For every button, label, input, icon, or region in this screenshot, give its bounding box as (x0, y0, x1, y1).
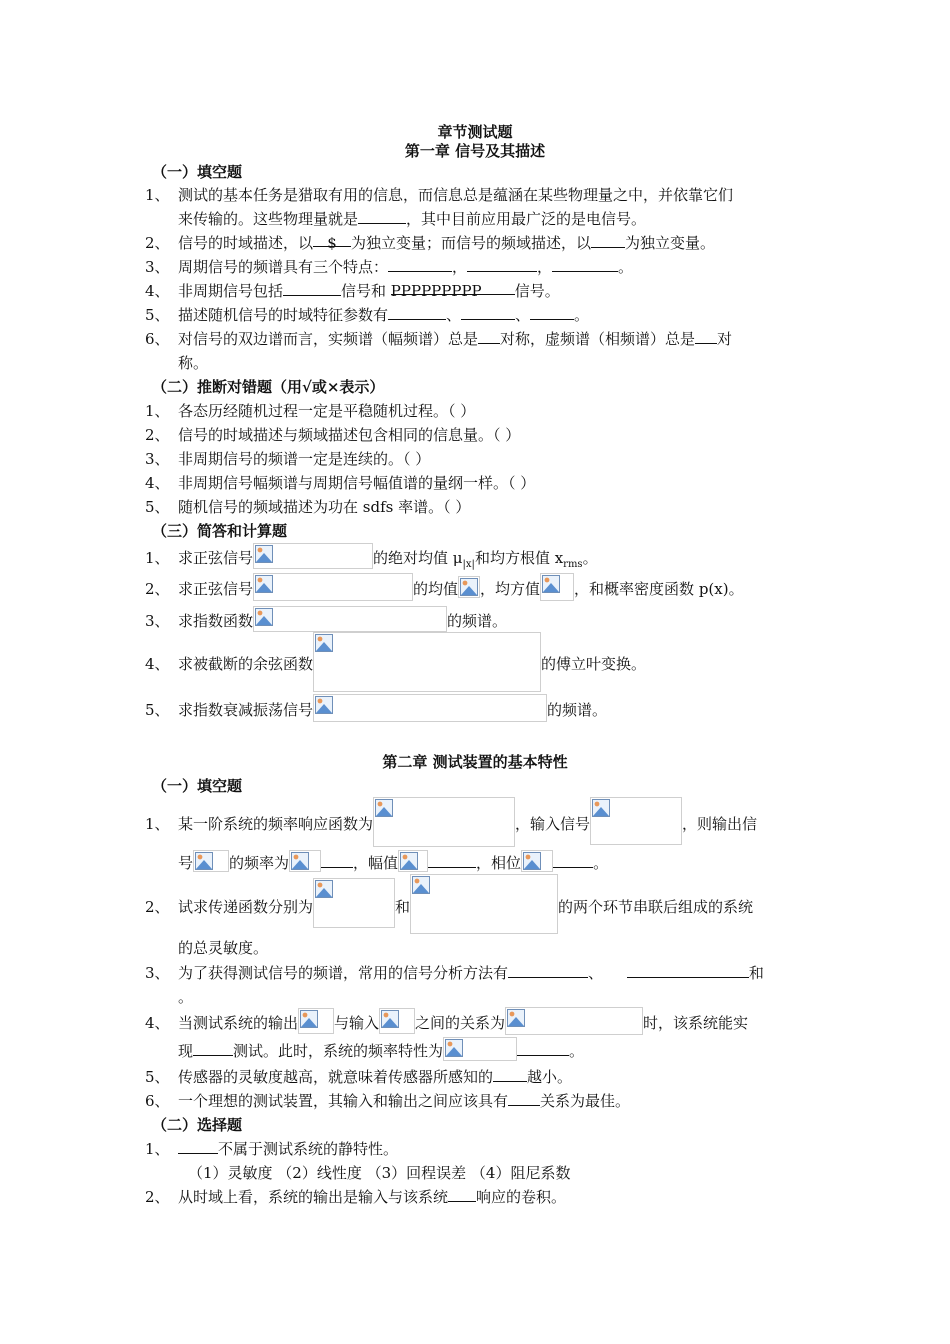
ch1-fill-heading: （一）填空题 (152, 163, 243, 181)
document-title: 章节测试题 (437, 123, 513, 141)
formula-image (193, 850, 229, 872)
blank[interactable] (508, 1091, 540, 1106)
formula-image (443, 1037, 517, 1061)
chapter2-title: 第二章 测试装置的基本特性 (382, 753, 568, 771)
ch1-calc-item-2: 2、 求正弦信号 的均值 ，均方值 ，和概率密度函数 p(x)。 (145, 576, 810, 604)
formula-image (590, 797, 682, 845)
blank[interactable] (553, 853, 593, 868)
blank[interactable] (178, 1139, 218, 1154)
broken-image-icon (523, 852, 541, 870)
formula-image (253, 573, 413, 601)
broken-image-icon (195, 852, 213, 870)
blank[interactable] (321, 853, 353, 868)
blank[interactable] (193, 1041, 233, 1056)
ch2-fill-item-1: 1、 某一阶系统的频率响应函数为 ，输入信号 ，则输出信 (145, 798, 810, 848)
ch2-fill-heading: （一）填空题 (152, 777, 243, 795)
blank[interactable]: PPPPPPPPP (391, 280, 515, 295)
formula-image (505, 1007, 643, 1035)
broken-image-icon (592, 799, 610, 817)
formula-image (410, 874, 558, 934)
blank[interactable] (530, 305, 574, 320)
blank[interactable] (493, 1067, 527, 1082)
blank[interactable] (448, 1187, 476, 1202)
blank[interactable] (461, 305, 515, 320)
broken-image-icon (412, 876, 430, 894)
blank[interactable] (627, 963, 749, 978)
ch2-fill-item-4-cont: 现 测试。此时，系统的频率特性为 。 (145, 1040, 810, 1066)
ch2-choice-1-options: （1）灵敏度 （2）线性度 （3）回程误差 （4）阻尼系数 (188, 1164, 571, 1182)
ch1-calc-heading: （三）简答和计算题 (152, 522, 288, 540)
formula-image (253, 543, 373, 569)
broken-image-icon (255, 575, 273, 593)
formula-image (289, 850, 321, 872)
blank[interactable] (478, 329, 500, 344)
broken-image-icon (375, 799, 393, 817)
broken-image-icon (315, 880, 333, 898)
ch1-calc-item-4: 4、 求被截断的余弦函数 的傅立叶变换。 (145, 633, 810, 693)
broken-image-icon (460, 578, 478, 596)
ch2-fill-item-1-cont: 号 的频率为 ，幅值 ，相位 。 (145, 852, 810, 876)
blank[interactable] (467, 257, 537, 272)
broken-image-icon (255, 545, 273, 563)
broken-image-icon (300, 1010, 318, 1028)
broken-image-icon (255, 608, 273, 626)
blank[interactable] (517, 1041, 569, 1056)
formula-image (313, 694, 547, 722)
formula-image (521, 850, 553, 872)
ch1-calc-item-5: 5、 求指数衰减振荡信号 的频谱。 (145, 697, 810, 725)
formula-image (458, 576, 480, 598)
formula-image (379, 1008, 415, 1034)
blank[interactable] (428, 853, 476, 868)
chapter1-title: 第一章 信号及其描述 (404, 142, 546, 160)
broken-image-icon (445, 1039, 463, 1057)
blank[interactable] (283, 281, 341, 296)
blank[interactable] (591, 233, 625, 248)
broken-image-icon (542, 575, 560, 593)
ch2-fill-item-2: 2、 试求传递函数分别为 和 的两个环节串联后组成的系统 (145, 876, 810, 936)
ch1-calc-item-1: 1、 求正弦信号 的绝对均值 $\mu_{|x|}$和均方根值 $x_{rms}$。 (145, 545, 810, 573)
formula-image (373, 797, 515, 847)
blank[interactable] (508, 963, 588, 978)
ch1-judge-heading: （二）推断对错题（用√或×表示） (152, 378, 385, 396)
formula-image (298, 1008, 334, 1034)
broken-image-icon (400, 852, 418, 870)
formula-image (398, 850, 428, 872)
blank[interactable] (358, 209, 406, 224)
formula-image (313, 878, 395, 928)
ch2-fill-item-4: 4、 当测试系统的输出 与输入 之间的关系为 时，该系统能实 (145, 1010, 810, 1038)
broken-image-icon (507, 1009, 525, 1027)
broken-image-icon (315, 634, 333, 652)
blank[interactable] (552, 257, 618, 272)
document-page: 章节测试题 第一章 信号及其描述 （一）填空题 1、 测试的基本任务是猎取有用的信息，而信息总是蕴涵在某些物理量之中，并依靠它们 来传输的。这些物理量就是 ，其中目前应用最广泛的是电信号。 2、 信号的时域描述，以 $ 为独立变量；而信号的频域描述，以 为独立变量。 3、 周期信号的频谱具有三个特点： ， ， 。 4、 非周期信号包括 信号和 PPPPPPPPP 信号。 5、 描述随机信号的时域特征参数有 、 、 。 6、 对信号的双边谱而言，实频谱（幅频谱）总是 对称，虚频谱（相频谱）总是 对 称。 （二）推断对错题（用√或×表示） 1、 各态历经随机过程一定是平稳随机过程。（ ） 2、 信号的时域描述与频域描述包含相同的信息量。（ ） 3、 非周期信号的频谱一定是连续的。（ ） 4、 非周期信号幅频谱与周期信号幅值谱的量纲一样。（ ） 5、 随机信号的频域描述为功在 sdfs 率谱。（ ） （三）简答和计算题 1、 求正弦信号 的绝对均值 $\mu_{|x|}$和均方根值 $x_{rms}$。 2、 求正弦信号 的均值 ，均方值 ，和概率密度函数 p(x)。 3、 求指数函数 的频谱。 4、 求被截断的余弦函数 的傅立叶变换。 5、 求指数衰减振荡信号 的频谱。 第二章 测试装置的基本特性 （一）填空题 1、 某一阶系统的频率响应函数为 ，输入信号 ，则输出信 号 的频率为 ，幅值 ，相位 。 2、 试求传递函数分别为 和 的两个环节串联后组成的系统 的总灵敏度。 3、 为了获得测试信号的频谱，常用的信号分析方法有 、 和 。 4、 当测试系统的输出 与输入 之间的关系为 时，该系统能实 现 测试。此时，系统的频率特性为 。 5、 传感器的灵敏度越高，就意味着传感器所感知的 越小。 6、 一个理想的测试装置，其输入和输出之间应该具有 关系为最佳。 （二）选择题 1、 不属于测试系统的静特性。 （1）灵敏度 （2）线性度 （3）回程误差 （4）阻尼系数 2、 从时域上看，系统的输出是输入与该系统 响应的卷积。 (0, 0, 950, 1344)
ch1-calc-item-3: 3、 求指数函数 的频谱。 (145, 608, 810, 636)
broken-image-icon (381, 1010, 399, 1028)
broken-image-icon (315, 696, 333, 714)
formula-image (540, 573, 574, 601)
blank[interactable] (388, 305, 446, 320)
formula-image (253, 606, 447, 632)
blank[interactable] (695, 329, 717, 344)
formula-image (313, 632, 541, 692)
ch2-choice-heading: （二）选择题 (152, 1116, 243, 1134)
broken-image-icon (291, 852, 309, 870)
blank[interactable] (388, 257, 452, 272)
blank[interactable]: $ (313, 232, 351, 247)
